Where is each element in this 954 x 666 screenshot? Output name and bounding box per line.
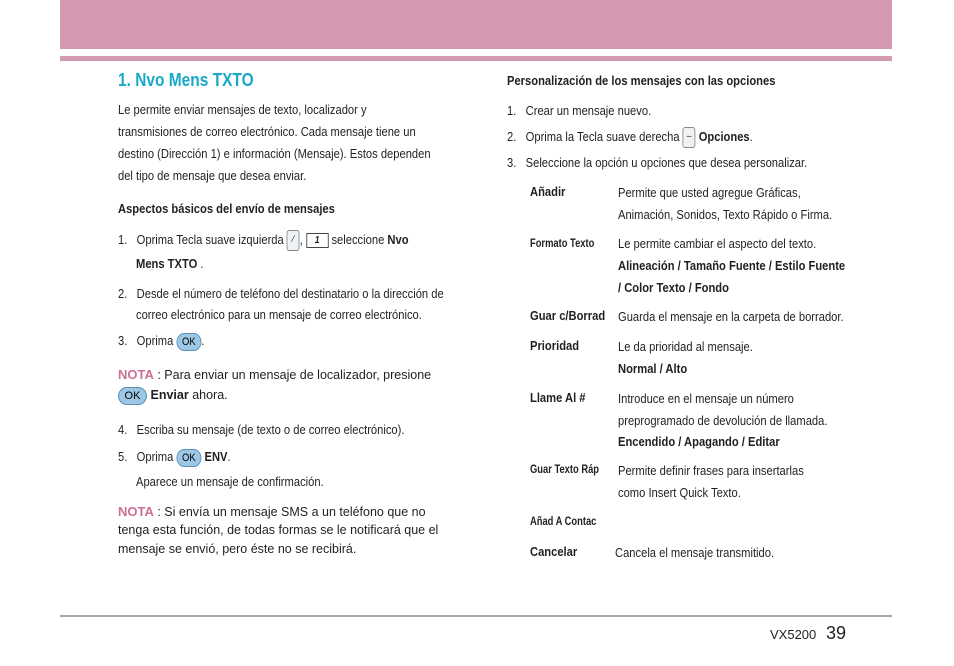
step-number: 3. (118, 333, 128, 348)
option-desc: Guarda el mensaje en la carpeta de borrador. (618, 309, 844, 324)
step-3 (118, 330, 204, 352)
note-2-line: mensaje se envió, pero éste no se recibirá. (118, 542, 357, 556)
step-text: Crear un mensaje nuevo. (525, 103, 652, 118)
step-text: Oprima (136, 333, 174, 348)
intro-line: Le permite enviar mensajes de texto, localizador y (118, 102, 367, 117)
step-number: 2. (507, 129, 517, 144)
step-text: Oprima (136, 449, 174, 464)
menu-name: Opciones (698, 129, 750, 144)
option-desc: Introduce en el mensaje un número (618, 391, 794, 406)
option-desc: como Insert Quick Texto. (618, 485, 741, 500)
step-number: 1. (507, 103, 517, 118)
option-term: Guar Texto Ráp (530, 462, 600, 476)
note-1 (118, 365, 431, 385)
note-2-line: tenga esta función, de todas formas se le notificará que el (118, 523, 439, 537)
step-1 (118, 229, 409, 251)
period: . (749, 129, 753, 144)
step-text: Oprima Tecla suave izquierda (136, 232, 284, 247)
footer-rule (60, 615, 892, 617)
option-term: Guar c/Borrad (530, 308, 606, 323)
step-number: 2. (118, 286, 128, 301)
option-desc: preprogramado de devolución de llamada. (618, 413, 828, 428)
intro-line: del tipo de mensaje que desea enviar. (118, 168, 307, 183)
step-number: 5. (118, 449, 128, 464)
note-text: ahora. (192, 388, 228, 402)
option-term: Cancelar (530, 544, 578, 559)
footer-model: VX5200 (770, 627, 817, 642)
step-number: 1. (118, 232, 128, 247)
option-desc: Animación, Sonidos, Texto Rápido o Firma. (618, 207, 833, 222)
step-5-sub: Aparece un mensaje de confirmación. (136, 474, 324, 489)
header-band (60, 0, 892, 49)
option-desc: Permite que usted agregue Gráficas, (618, 185, 801, 200)
option-desc: Cancela el mensaje transmitido. (615, 545, 775, 560)
option-term: Añad A Contac (530, 514, 597, 528)
option-values: Encendido / Apagando / Editar (618, 434, 780, 449)
note-text: : Para enviar un mensaje de localizador, presione (157, 368, 432, 382)
step-2 (118, 283, 444, 305)
right-soft-key-icon: – (683, 127, 696, 148)
basics-heading: Aspectos básicos del envío de mensajes (118, 201, 335, 216)
ok-key-icon: OK (176, 449, 201, 467)
step-text: Escriba su mensaje (de texto o de correo electrónico). (136, 422, 405, 437)
custom-step (507, 152, 807, 174)
page-number: 39 (826, 623, 847, 643)
period: . (200, 256, 204, 271)
note-2 (118, 502, 426, 522)
custom-step (507, 100, 651, 122)
step-5 (118, 446, 231, 468)
intro-line: destino (Dirección 1) e información (Mensaje). Estos dependen (118, 146, 431, 161)
comma: , (299, 232, 303, 247)
note-bold: Enviar (150, 388, 189, 402)
section-title: 1. Nvo Mens TXTO (118, 70, 254, 90)
option-term: Formato Texto (530, 236, 595, 250)
intro-line: transmisiones de correo electrónico. Cada mensaje tiene un (118, 124, 416, 139)
customize-heading: Personalización de los mensajes con las opciones (507, 73, 776, 88)
menu-name: Mens TXTO (136, 256, 198, 271)
note-label: NOTA (118, 504, 154, 519)
option-term: Llame Al # (530, 390, 586, 405)
step-2-cont: correo electrónico para un mensaje de correo electrónico. (136, 307, 422, 322)
step-text: seleccione (331, 232, 385, 247)
step-text: Oprima la Tecla suave derecha (525, 129, 680, 144)
option-values: / Color Texto / Fondo (618, 280, 729, 295)
key-1-icon: 1 (306, 233, 328, 248)
note-1-cont (118, 386, 228, 405)
menu-name: Nvo (387, 232, 409, 247)
note-text: : Si envía un mensaje SMS a un teléfono que no (157, 505, 426, 519)
header-rule (60, 56, 892, 61)
option-desc: Permite definir frases para insertarlas (618, 463, 804, 478)
ok-key-icon: OK (118, 387, 147, 405)
step-number: 4. (118, 422, 128, 437)
menu-name: ENV (204, 449, 228, 464)
option-desc: Le da prioridad al mensaje. (618, 339, 753, 354)
step-4 (118, 419, 404, 441)
period: . (201, 333, 205, 348)
option-term: Prioridad (530, 338, 580, 353)
option-term: Añadir (530, 184, 566, 199)
ok-key-icon: OK (176, 333, 201, 351)
custom-step (507, 126, 753, 148)
note-label: NOTA (118, 367, 154, 382)
step-number: 3. (507, 155, 517, 170)
step-text: Desde el número de teléfono del destinatario o la dirección de (136, 286, 444, 301)
left-soft-key-icon: ⁄ (287, 230, 300, 251)
option-values: Alineación / Tamaño Fuente / Estilo Fuente (618, 258, 846, 273)
period: . (227, 449, 231, 464)
option-desc: Le permite cambiar el aspecto del texto. (618, 236, 817, 251)
step-text: Seleccione la opción u opciones que desea personalizar. (525, 155, 808, 170)
option-values: Normal / Alto (618, 361, 688, 376)
step-1-cont (136, 253, 204, 275)
